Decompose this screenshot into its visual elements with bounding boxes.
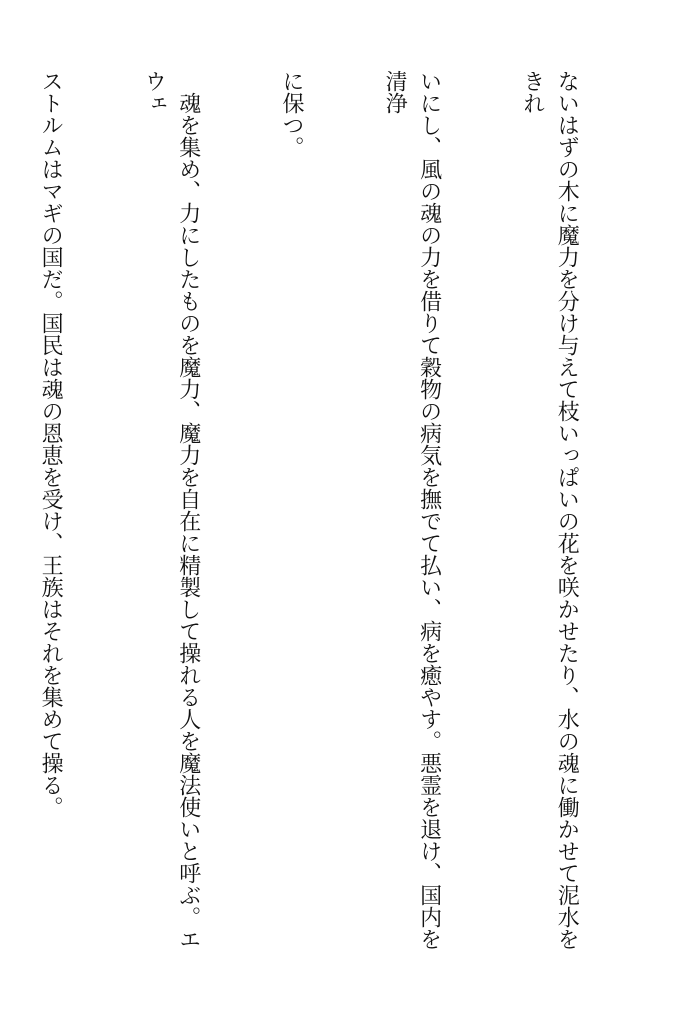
- text-line: に保つ。: [278, 70, 304, 158]
- text-line: 魂を集め、力にしたものを魔力、魔力を自在に精製して操れる人を魔法使いと呼ぶ。エウェ: [141, 70, 201, 950]
- text-line: ないはずの木に魔力を分け与えて枝いっぱいの花を咲かせたり、水の魂に働かせて泥水をきれ: [519, 70, 580, 950]
- vertical-text-body: [0, 70, 652, 970]
- text-line: ストルムはマギの国だ。国民は魂の恩恵を受け、王族はそれを集めて操る。: [38, 70, 64, 818]
- text-line: いにし、風の魂の力を借りて穀物の病気を撫でて払い、病を癒やす。悪霊を退け、国内を清浄: [382, 70, 442, 950]
